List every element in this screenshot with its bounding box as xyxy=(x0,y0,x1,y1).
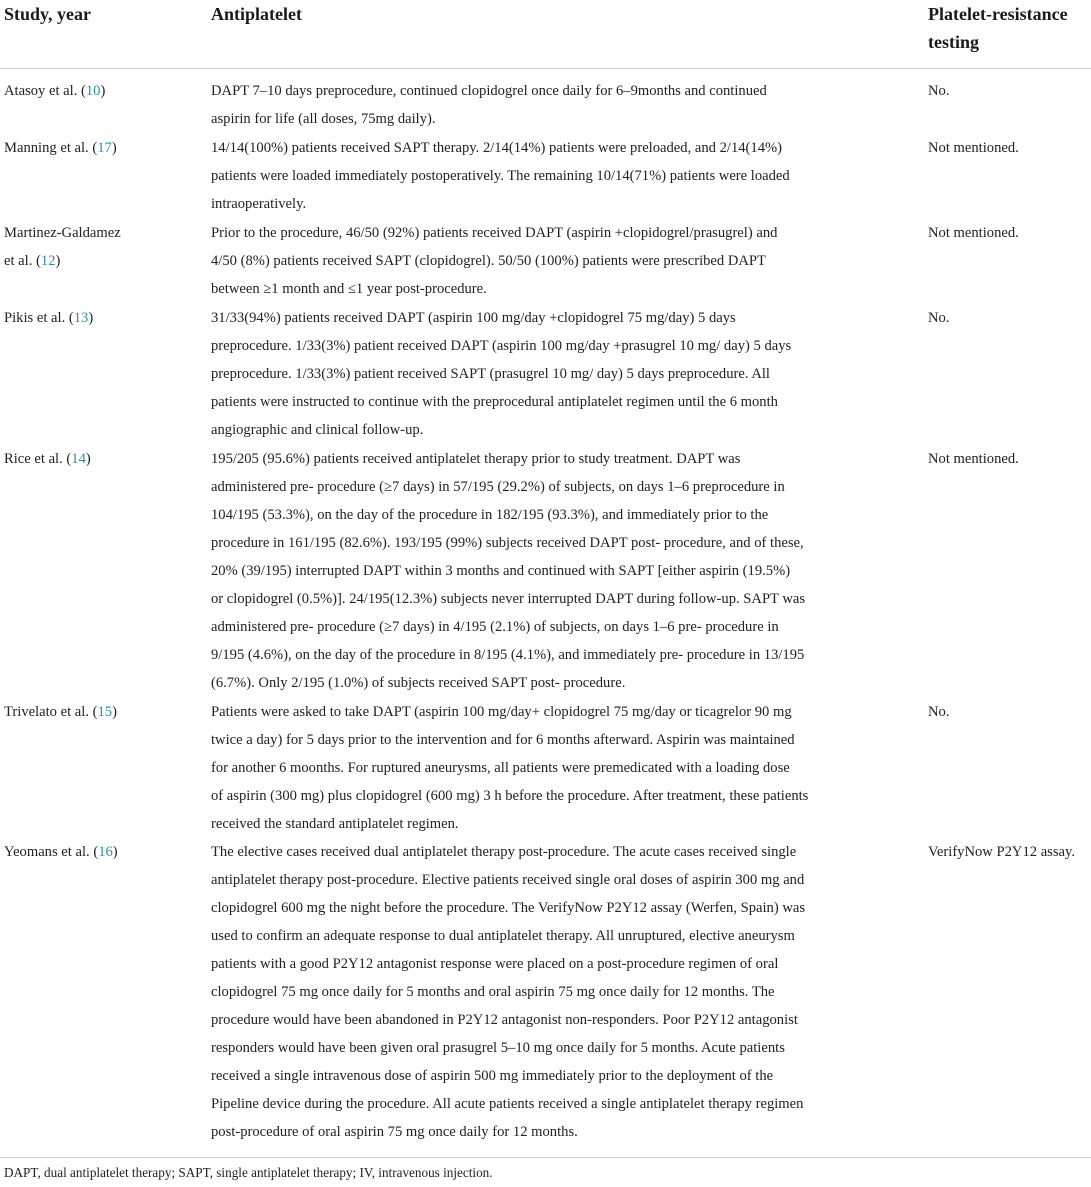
table-row xyxy=(0,445,1091,697)
study-name: Trivelato et al. ( xyxy=(4,704,98,720)
reference-link[interactable]: 14 xyxy=(71,451,86,467)
reference-link[interactable]: 15 xyxy=(97,704,113,720)
reference-link[interactable]: 17 xyxy=(97,140,112,156)
study-close: ) xyxy=(112,704,117,720)
antiplatelet-cell: 14/14(100%) patients received SAPT therapy. 2/14(14%) patients were preloaded, and 2/14(14%) patients were loaded immediately postoperatively. The remaining 10/14(71%) patients were loaded intraoperatively. xyxy=(211,140,790,212)
testing-cell: Not mentioned. xyxy=(928,225,1019,241)
table-footnote: DAPT, dual antiplatelet therapy; SAPT, single antiplatelet therapy; IV, intravenous injection. xyxy=(4,1165,493,1180)
testing-cell: No. xyxy=(928,310,950,326)
study-cell xyxy=(4,838,194,866)
study-name: Yeomans et al. ( xyxy=(4,844,99,860)
table-row xyxy=(0,304,1091,444)
study-cell xyxy=(4,134,194,162)
testing-cell: Not mentioned. xyxy=(928,140,1019,156)
reference-link[interactable]: 12 xyxy=(40,253,56,269)
table-row xyxy=(0,219,1091,303)
table-header xyxy=(0,0,1091,69)
testing-cell: No. xyxy=(928,704,950,720)
study-close: ) xyxy=(112,844,118,860)
testing-cell: VerifyNow P2Y12 assay. xyxy=(928,844,1075,860)
header-antiplatelet: Antiplatelet xyxy=(211,4,302,24)
study-close: ) xyxy=(55,253,61,269)
study-name: Atasoy et al. ( xyxy=(4,83,86,99)
reference-link[interactable]: 16 xyxy=(98,844,113,860)
table-bottom-rule xyxy=(0,1157,1091,1158)
study-close: ) xyxy=(88,310,94,326)
antiplatelet-cell: 31/33(94%) patients received DAPT (aspirin 100 mg/day +clopidogrel 75 mg/day) 5 days preprocedure. 1/33(3%) patient received DAPT (aspirin 100 mg/day +prasugrel 10 mg/ day) 5 days preprocedure. 1/33(3%) patient received SAPT (prasugrel 10 mg/ day) 5 days preprocedure. All patients were instructed to continue with the preprocedural antiplatelet regimen until the 6 month angiographic and clinical follow-up. xyxy=(211,310,792,438)
antiplatelet-cell: DAPT 7–10 days preprocedure, continued clopidogrel once daily for 6–9months and continued aspirin for life (all doses, 75mg daily). xyxy=(211,83,767,127)
antiplatelet-cell: 195/205 (95.6%) patients received antiplatelet therapy prior to study treatment. DAPT was administered pre- procedure (≥7 days) in 57/195 (29.2%) of subjects, on days 1–6 preprocedure in 104/195 (53.3%), on the day of the procedure in 182/195 (93.3%), and immediately prior to the procedure in 161/195 (82.6%). 193/195 (99%) subjects received DAPT post- procedure, and of these, 20% (39/195) interrupted DAPT within 3 months and continued with SAPT [either aspirin (19.5%) or clopidogrel (0.5%)]. 24/195(12.3%) subjects never interrupted DAPT during follow-up. SAPT was administered pre- procedure (≥7 days) in 4/195 (2.1%) of subjects, on days 1–6 pre- procedure in 9/195 (4.6%), on the day of the procedure in 8/195 (4.1%), and immediately pre- procedure in 13/195 (6.7%). Only 2/195 (1.0%) of subjects received SAPT post- procedure. xyxy=(211,451,806,691)
table-row xyxy=(0,838,1091,1146)
antiplatelet-cell: Patients were asked to take DAPT (aspirin 100 mg/day+ clopidogrel 75 mg/day or ticagrelor 90 mg twice a day) for 5 days prior to the intervention and for 6 months afterward. Aspirin was maintained for another 6 moonths. For ruptured aneurysms, all patients were premedicated with a loading dose of aspirin (300 mg) plus clopidogrel (600 mg) 3 h before the procedure. After treatment, these patients received the standard antiplatelet regimen. xyxy=(211,704,809,832)
study-close: ) xyxy=(85,451,91,467)
header-study-year: Study, year xyxy=(4,4,92,24)
study-close: ) xyxy=(100,83,106,99)
study-cell xyxy=(4,445,194,473)
study-name: Pikis et al. ( xyxy=(4,310,74,326)
study-cell xyxy=(4,698,194,726)
study-cell xyxy=(4,77,194,105)
study-cell xyxy=(4,304,194,332)
antiplatelet-cell: The elective cases received dual antiplatelet therapy post-procedure. The acute cases received single antiplatelet therapy post-procedure. Elective patients received single oral doses of aspirin 300 mg and clopidogrel 600 mg the night before the procedure. The VerifyNow P2Y12 assay (Werfen, Spain) was used to confirm an adequate response to dual antiplatelet therapy. All unruptured, elective aneurysm patients with a good P2Y12 antagonist response were placed on a post-procedure regimen of oral clopidogrel 75 mg once daily for 5 months and oral aspirin 75 mg once daily for 12 months. The procedure would have been abandoned in P2Y12 antagonist non-responders. Poor P2Y12 antagonist responders would have been given oral prasugrel 5–10 mg once daily for 5 months. Acute patients received a single intravenous dose of aspirin 500 mg immediately prior to the deployment of the Pipeline device during the procedure. All acute patients received a single antiplatelet therapy regimen post-procedure of oral aspirin 75 mg once daily for 12 months. xyxy=(211,844,806,1140)
study-cell xyxy=(4,219,194,275)
header-platelet-resistance-testing: Platelet-resistance testing xyxy=(928,4,1068,52)
table-row xyxy=(0,698,1091,838)
study-name: Martinez-Galdamez et al. ( xyxy=(4,225,121,269)
table-row xyxy=(0,77,1091,133)
study-name: Manning et al. ( xyxy=(4,140,98,156)
testing-cell: No. xyxy=(928,83,950,99)
antiplatelet-cell: Prior to the procedure, 46/50 (92%) patients received DAPT (aspirin +clopidogrel/prasugrel) and 4/50 (8%) patients received SAPT (clopidogrel). 50/50 (100%) patients were prescribed DAPT between ≥1 month and ≤1 year post-procedure. xyxy=(211,225,778,297)
study-name: Rice et al. ( xyxy=(4,451,72,467)
study-close: ) xyxy=(111,140,117,156)
reference-link[interactable]: 10 xyxy=(85,83,101,99)
table-row xyxy=(0,134,1091,218)
testing-cell: Not mentioned. xyxy=(928,451,1019,467)
reference-link[interactable]: 13 xyxy=(73,310,89,326)
